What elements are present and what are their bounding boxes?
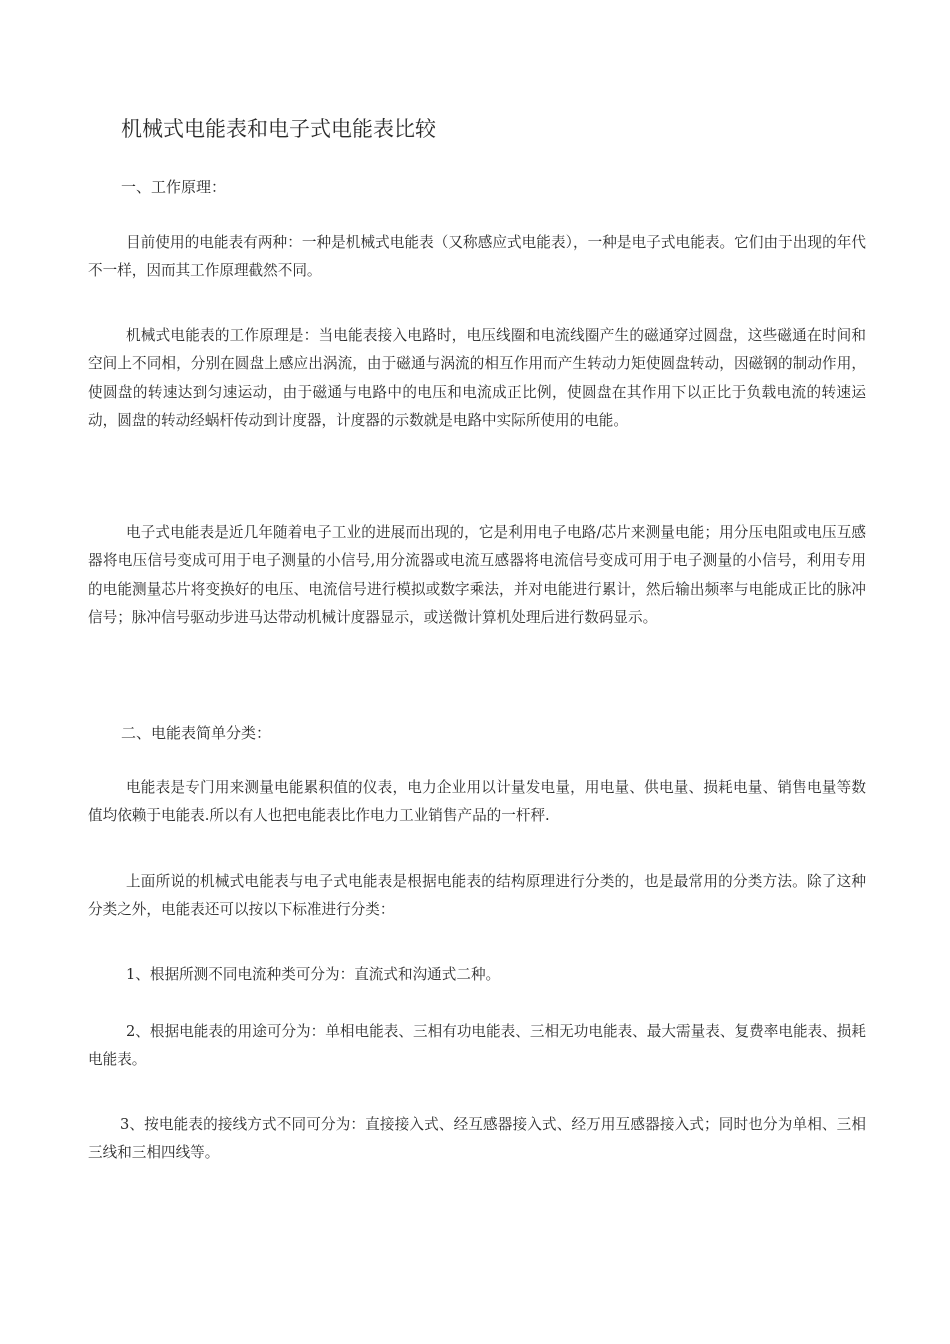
list-item-wiring: 3、按电能表的接线方式不同可分为：直接接入式、经互感器接入式、经万用互感器接入式；同时也分为单相、三相三线和三相四线等。 [88, 1116, 866, 1162]
list-item-usage: 2、根据电能表的用途可分为：单相电能表、三相有功电能表、三相无功电能表、最大需量表、复费率电能表、损耗电能表。 [88, 1023, 866, 1069]
paragraph-classification-intro: 上面所说的机械式电能表与电子式电能表是根据电能表的结构原理进行分类的，也是最常用的分类方法。除了这种分类之外，电能表还可以按以下标准进行分类： [88, 873, 866, 919]
paragraph-meter-definition: 电能表是专门用来测量电能累积值的仪表，电力企业用以计量发电量，用电量、供电量、损耗电量、销售电量等数值均依赖于电能表.所以有人也把电能表比作电力工业销售产品的一杆秤. [88, 779, 866, 825]
document-title: 机械式电能表和电子式电能表比较 [121, 117, 436, 141]
paragraph-electronic-meter-principle: 电子式电能表是近几年随着电子工业的进展而出现的，它是利用电子电路/芯片来测量电能；用分压电阻或电压互感器将电压信号变成可用于电子测量的小信号,用分流器或电流互感器将电流信号变成可用于电子测量的小信号，利用专用的电能测量芯片将变换好的电压、电流信号进行模拟或数字乘法，并对电能进行累计，然后输出频率与电能成正比的脉冲信号；脉冲信号驱动步进马达带动机械计度器显示，或送微计算机处理后进行数码显示。 [88, 524, 866, 627]
list-item-current-type: 1、根据所测不同电流种类可分为：直流式和沟通式二种。 [126, 966, 501, 983]
paragraph-mechanical-meter-principle: 机械式电能表的工作原理是：当电能表接入电路时，电压线圈和电流线圈产生的磁通穿过圆盘，这些磁通在时间和空间上不同相，分别在圆盘上感应出涡流，由于磁通与涡流的相互作用而产生转动力矩使圆盘转动，因磁钢的制动作用，使圆盘的转速达到匀速运动，由于磁通与电路中的电压和电流成正比例，使圆盘在其作用下以正比于负载电流的转速运动，圆盘的转动经蜗杆传动到计度器，计度器的示数就是电路中实际所使用的电能。 [88, 327, 866, 430]
paragraph-intro: 目前使用的电能表有两种：一种是机械式电能表（又称感应式电能表），一种是电子式电能表。它们由于出现的年代不一样，因而其工作原理截然不同。 [88, 234, 866, 280]
section-heading-working-principle: 一、工作原理： [121, 178, 227, 196]
section-heading-classification: 二、电能表简单分类： [121, 724, 272, 742]
